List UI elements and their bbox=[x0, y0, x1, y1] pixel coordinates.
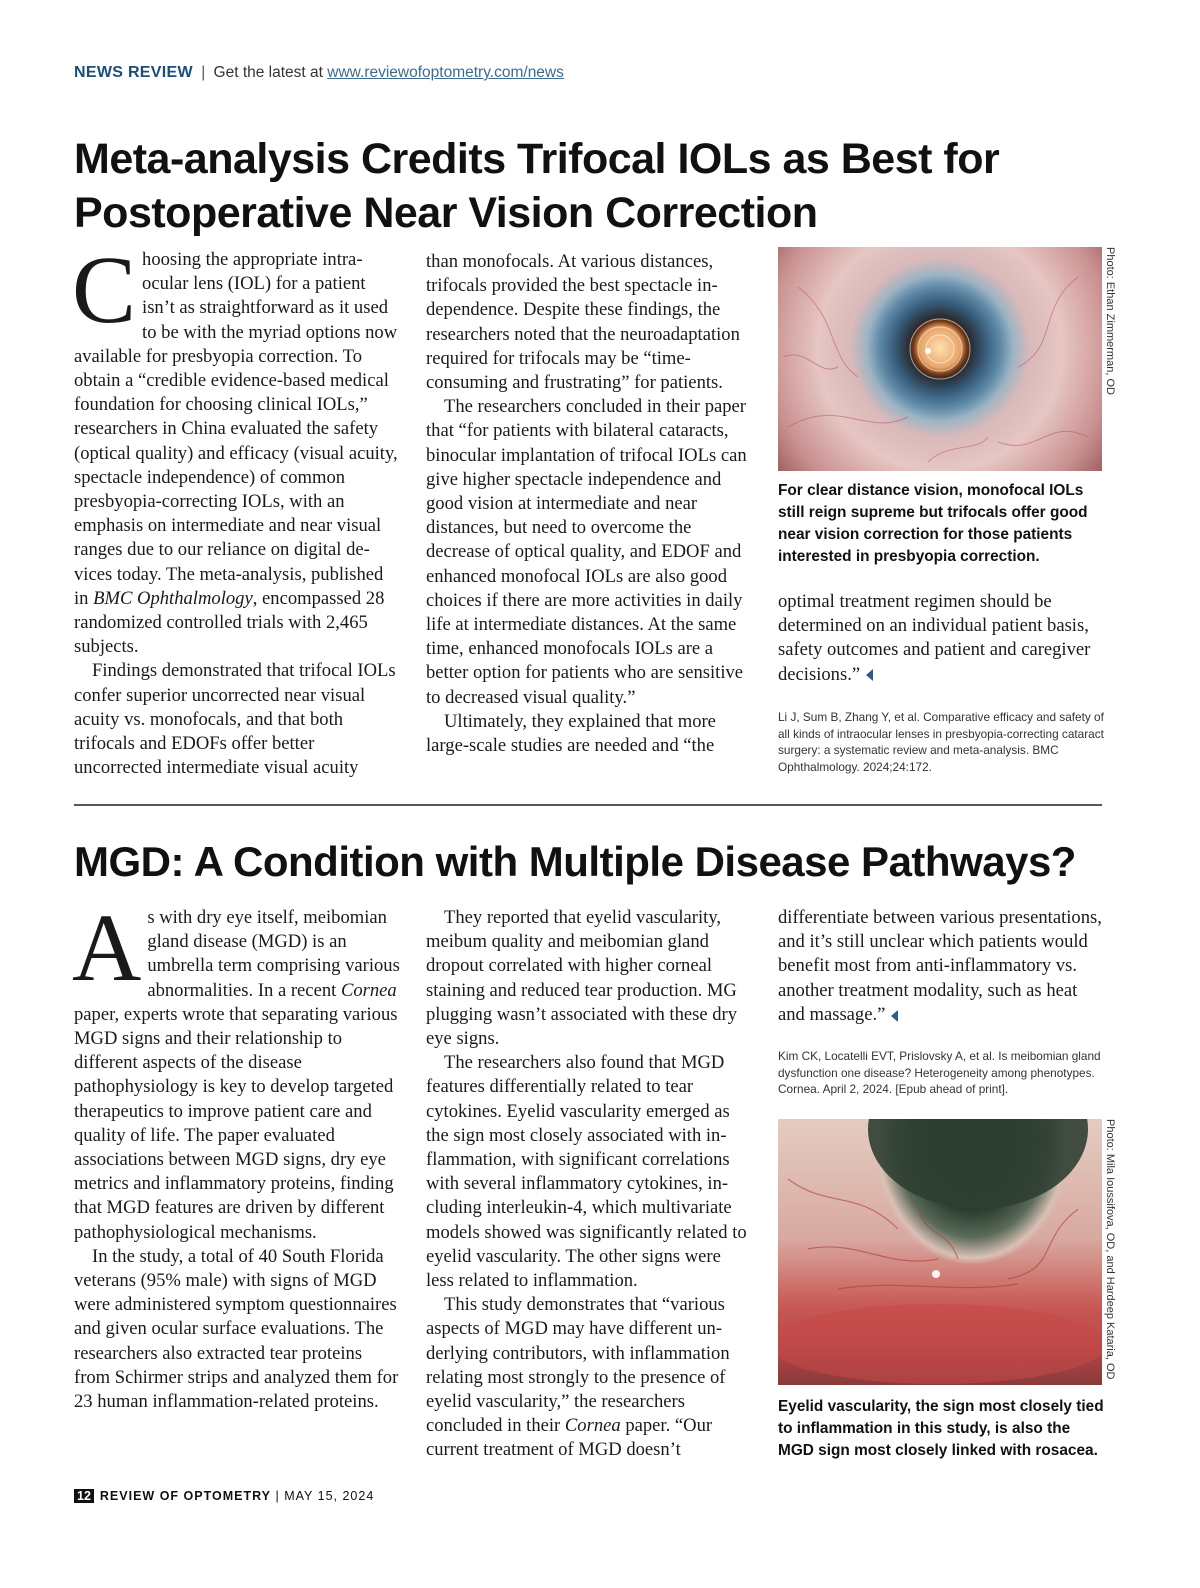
dropcap: C bbox=[72, 236, 137, 343]
article2-text: paper, experts wrote that separating various MGD signs and their relationship to different aspects of the disease pathophysiology is key to develop targeted therapeutics to improve patient care and quality of life. The paper evaluated associations between MGD signs, dry eye metrics and inflammatory proteins, finding that MGD features are driven by different pathophysiological mechanisms. bbox=[74, 1003, 398, 1243]
publication-name: REVIEW OF OPTOMETRY bbox=[99, 1489, 271, 1503]
page-number: 12 bbox=[74, 1489, 94, 1503]
article2-reference: Kim CK, Locatelli EVT, Prislovsky A, et al. Is meibomian gland dysfunction one disease? Heterogeneity among phenotypes. Cornea. April 2, 2024. [Epub ahead of print]. bbox=[778, 1049, 1101, 1097]
article1-paragraph bbox=[778, 590, 1104, 687]
end-mark-icon bbox=[866, 669, 873, 681]
article1-column-2 bbox=[426, 250, 752, 758]
article1-paragraph bbox=[72, 236, 400, 659]
dropcap: A bbox=[72, 894, 142, 1001]
page-footer bbox=[74, 1489, 374, 1503]
article1-paragraph: Findings demonstrated that trifocal IOLs confer superior uncorrected near visual acuity vs. monofocals, and that both trifocals and EDOFs offer better uncorrected intermediate visual acuity bbox=[74, 660, 396, 779]
photo-caption: Eyelid vascularity, the sign most closely tied to inflammation in this study, is also the MGD sign most closely linked with rosacea. bbox=[778, 1398, 1104, 1459]
article2-paragraph bbox=[778, 906, 1104, 1027]
article1-paragraph: The researchers concluded in their paper that “for patients with bilateral cataracts, binocular implantation of trifocal IOLs can give higher spectacle independence and good vision at intermediate and near distances, but need to overcome the decrease of optical quality, and EDOF and enhanced monofocal IOLs are also good choices if there are more activities in daily life at intermediate distances. At the same time, enhanced monofocals IOLs are a better option for patients who are sensitive to decreased visual quality.” bbox=[426, 396, 747, 708]
header-separator: | bbox=[201, 64, 206, 81]
article2-paragraph: The researchers also found that MGD features differentially related to tear cytokines. Eyelid vascularity emerged as the sign most closely associated with inflammation, with significant correlations with several inflammatory cytokines, including interleukin-4, which multivariate models showed was significantly related to eyelid vascularity. The other signs were less related to inflammation. bbox=[426, 1052, 747, 1292]
section-header bbox=[74, 64, 564, 82]
journal-name: Cornea bbox=[340, 979, 397, 1001]
article1-headline: Meta-analysis Credits Trifocal IOLs as Best for Postoperative Near Vision Correction bbox=[74, 135, 1000, 237]
article1-paragraph: Ultimately, they explained that more large-scale studies are needed and “the bbox=[426, 710, 716, 757]
eye-photo-illustration bbox=[778, 247, 1102, 471]
eyelid-photo bbox=[778, 1119, 1102, 1385]
article2-text: differentiate between various presentations, and it’s still unclear which patients would benefit most from anti-inflammatory vs. another treatment modality, such as heat and massage.” bbox=[778, 907, 1102, 1025]
article2-paragraph bbox=[426, 1293, 752, 1462]
news-link[interactable]: www.reviewofoptometry.com/news bbox=[327, 64, 564, 81]
article1-text: optimal treatment regimen should be determined on an individual patient basis, safety outcomes and patient and caregiver decisions.” bbox=[778, 591, 1091, 685]
article1-text: hoosing the appropriate intraocular lens (IOL) for a patient isn’t as straightforward as it used to be with the myriad options now available for presbyopia correction. To obtain a “credible evidence-based medical foundation for choosing clinical IOLs,” researchers in China evaluated the safety (optical quality) and efficacy (visual acuity, spectacle independence) of common presbyopia-correcting IOLs, with an emphasis on intermediate and near visual ranges due to our reliance on digital devices today. The meta-analysis, published in bbox=[74, 249, 398, 609]
journal-name: Cornea bbox=[564, 1415, 621, 1437]
article1-paragraph: than monofocals. At various distances, trifocals provided the best spectacle independence. Despite these findings, the researchers noted that the neuroadaptation required for trifocals may be “time-consuming and frustrating” for patients. bbox=[426, 251, 740, 394]
end-mark-icon bbox=[891, 1010, 898, 1022]
article2-column-1 bbox=[72, 894, 400, 1414]
article2-text: paper. “Our current treatment of MGD doesn’t bbox=[426, 1415, 713, 1461]
article2-paragraph: They reported that eyelid vascularity, meibum quality and meibomian gland dropout correlated with higher corneal staining and reduced tear production. MG plugging wasn’t associated with these dry eye signs. bbox=[426, 907, 738, 1050]
article-divider bbox=[74, 804, 1102, 806]
article2-paragraph bbox=[72, 894, 400, 1245]
photo-credit: Photo: Mila Ioussifova, OD, and Hardeep Kataria, OD bbox=[1104, 1119, 1116, 1380]
issue-date: MAY 15, 2024 bbox=[284, 1489, 375, 1503]
journal-name: BMC Ophthalmology bbox=[93, 587, 253, 609]
article2-headline: MGD: A Condition with Multiple Disease Pathways? bbox=[74, 838, 1076, 885]
article2-text: This study demonstrates that “various aspects of MGD may have different underlying contributors, with inflammation relating most strongly to the presence of eyelid vascularity,” the researchers concluded in their bbox=[426, 1294, 730, 1437]
footer-separator: | bbox=[275, 1489, 280, 1503]
article2-paragraph: In the study, a total of 40 South Florida veterans (95% male) with signs of MGD were administered symptom questionnaires and given ocular surface evaluations. The researchers also extracted tear proteins from Schirmer strips and analyzed them for 23 human inflammation-related proteins. bbox=[74, 1245, 399, 1413]
article2-column-3 bbox=[778, 906, 1104, 1027]
photo-credit: Photo: Ethan Zimmerman, OD bbox=[1104, 247, 1116, 395]
section-label: NEWS REVIEW bbox=[74, 64, 193, 81]
article1-column-1 bbox=[72, 236, 400, 780]
eye-iol-photo bbox=[778, 247, 1102, 471]
article2-text: s with dry eye itself, meibomian gland disease (MGD) is an umbrella term comprising various abnormalities. In a recent bbox=[147, 907, 400, 1001]
article2-column-2 bbox=[426, 906, 752, 1463]
eyelid-photo-illustration bbox=[778, 1119, 1102, 1385]
photo-caption: For clear distance vision, monofocal IOLs still reign supreme but trifocals offer good near vision correction for those patients interested in presbyopia correction. bbox=[778, 482, 1088, 565]
article1-column-3 bbox=[778, 590, 1104, 687]
header-tagline: Get the latest at bbox=[213, 64, 323, 81]
article1-text: , encompassed 28 randomized controlled trials with 2,465 subjects. bbox=[74, 587, 385, 658]
article1-reference: Li J, Sum B, Zhang Y, et al. Comparative efficacy and safety of all kinds of intraocular lenses in presbyopia-correcting cataract surgery: a systematic review and meta-analysis. BMC Ophthalmology. 2024;24:172. bbox=[778, 710, 1104, 774]
